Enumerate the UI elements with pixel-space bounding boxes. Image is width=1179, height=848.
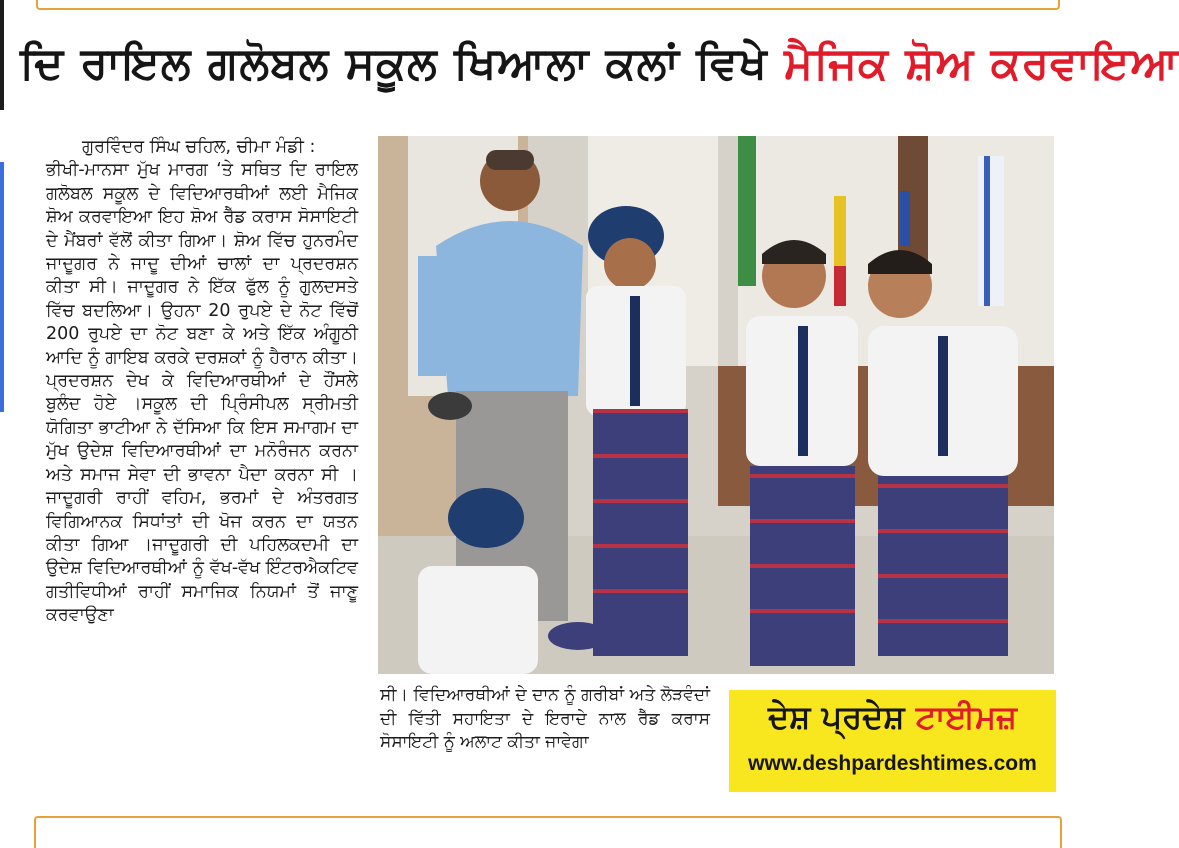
newspaper-name-black: ਦੇਸ਼ ਪ੍ਰਦੇਸ਼ — [767, 698, 905, 736]
article-left-column — [46, 136, 358, 628]
newspaper-name — [729, 698, 1056, 737]
headline-red: ਮੈਜਿਕ ਸ਼ੋਅ ਕਰਵਾਇਆ — [784, 38, 1179, 89]
newspaper-name-red: ਟਾਈਮਜ਼ — [915, 698, 1018, 736]
adjacent-column-edge — [0, 0, 4, 110]
article-byline: ਗੁਰਵਿੰਦਰ ਸਿੰਘ ਚਹਿਲ, ਚੀਮਾ ਮੰਡੀ : — [82, 137, 316, 157]
newspaper-url[interactable]: www.deshpardeshtimes.com — [748, 752, 1037, 775]
photo-illustration — [378, 136, 1054, 674]
article-continuation — [380, 684, 710, 755]
headline — [20, 24, 1179, 104]
adjacent-column-edge-blue — [0, 162, 4, 412]
page-frame-bottom — [34, 816, 1062, 848]
headline-black: ਦਿ ਰਾਇਲ ਗਲੋਬਲ ਸਕੂਲ ਖਿਆਲਾ ਕਲਾਂ ਵਿਖੇ — [20, 38, 768, 89]
article-photo — [378, 136, 1054, 674]
page-frame-top — [36, 0, 1060, 10]
article-body: ਭੀਖੀ-ਮਾਨਸਾ ਮੁੱਖ ਮਾਰਗ ‘ਤੇ ਸਥਿਤ ਦਿ ਰਾਇਲ ਗਲੋਬਲ ਸਕੂਲ ਦੇ ਵਿਦਿਆਰਥੀਆਂ ਲਈ ਮੈਜਿਕ ਸ਼ੋਅ ਕਰਵਾਇਆ ਇਹ ਸ਼ੋਅ ਰੈੱਡ ਕਰਾਸ ਸੋਸਾਇਟੀ ਦੇ ਮੈਂਬਰਾਂ ਵੱਲੋਂ ਕੀਤਾ ਗਿਆ। ਸ਼ੋਅ ਵਿੱਚ ਹੁਨਰਮੰਦ ਜਾਦੂਗਰ ਨੇ ਜਾਦੂ ਦੀਆਂ ਚਾਲਾਂ ਦਾ ਪ੍ਰਦਰਸ਼ਨ ਕੀਤਾ ਸੀ। ਜਾਦੂਗਰ ਨੇ ਇੱਕ ਫੁੱਲ ਨੂੰ ਗੁਲਦਸਤੇ ਵਿੱਚ ਬਦਲਿਆ। ਉਹਨਾ 20 ਰੁਪਏ ਦੇ ਨੋਟ ਵਿੱਚੋਂ 200 ਰੁਪਏ ਦਾ ਨੋਟ ਬਣਾ ਕੇ ਅਤੇ ਇੱਕ ਅੰਗੂਠੀ ਆਦਿ ਨੂੰ ਗਾਇਬ ਕਰਕੇ ਦਰਸ਼ਕਾਂ ਨੂੰ ਹੈਰਾਨ ਕੀਤਾ। ਪ੍ਰਦਰਸ਼ਨ ਦੇਖ ਕੇ ਵਿਦਿਆਰਥੀਆਂ ਦੇ ਹੌਂਸਲੇ ਬੁਲੰਦ ਹੋਏ ।ਸਕੂਲ ਦੀ ਪ੍ਰਿੰਸੀਪਲ ਸ੍ਰੀਮਤੀ ਯੋਗਿਤਾ ਭਾਟੀਆ ਨੇ ਦੱਸਿਆ ਕਿ ਇਸ ਸਮਾਗਮ ਦਾ ਮੁੱਖ ਉਦੇਸ਼ ਵਿਦਿਆਰਥੀਆਂ ਦਾ ਮਨੋਰੰਜਨ ਕਰਨਾ ਅਤੇ ਸਮਾਜ ਸੇਵਾ ਦੀ ਭਾਵਨਾ ਪੈਦਾ ਕਰਨਾ ਸੀ ।ਜਾਦੂਗਰੀ ਰਾਹੀਂ ਵਹਿਮ, ਭਰਮਾਂ ਦੇ ਅੰਤਰਗਤ ਵਿਗਿਆਨਕ ਸਿਧਾਂਤਾਂ ਦੀ ਖੋਜ ਕਰਨ ਦਾ ਯਤਨ ਕੀਤਾ ਗਿਆ ।ਜਾਦੂਗਰੀ ਦੀ ਪਹਿਲਕਦਮੀ ਦਾ ਉਦੇਸ਼ ਵਿਦਿਆਰਥੀਆਂ ਨੂੰ ਵੱਖ-ਵੱਖ ਇੰਟਰਐਕਟਿਵ ਗਤੀਵਿਧੀਆਂ ਰਾਹੀਂ ਸਮਾਜਿਕ ਨਿਯਮਾਂ ਤੋਂ ਜਾਣੂ ਕਰਵਾਉਣਾ — [46, 160, 358, 626]
newspaper-brand-box — [729, 690, 1056, 792]
article-continuation-text: ਸੀ। ਵਿਦਿਆਰਥੀਆਂ ਦੇ ਦਾਨ ਨੂੰ ਗਰੀਬਾਂ ਅਤੇ ਲੋੜਵੰਦਾਂ ਦੀ ਵਿੱਤੀ ਸਹਾਇਤਾ ਦੇ ਇਰਾਦੇ ਨਾਲ ਰੈੱਡ ਕਰਾਸ ਸੋਸਾਇਟੀ ਨੂੰ ਅਲਾਟ ਕੀਤਾ ਜਾਵੇਗਾ — [380, 685, 710, 753]
